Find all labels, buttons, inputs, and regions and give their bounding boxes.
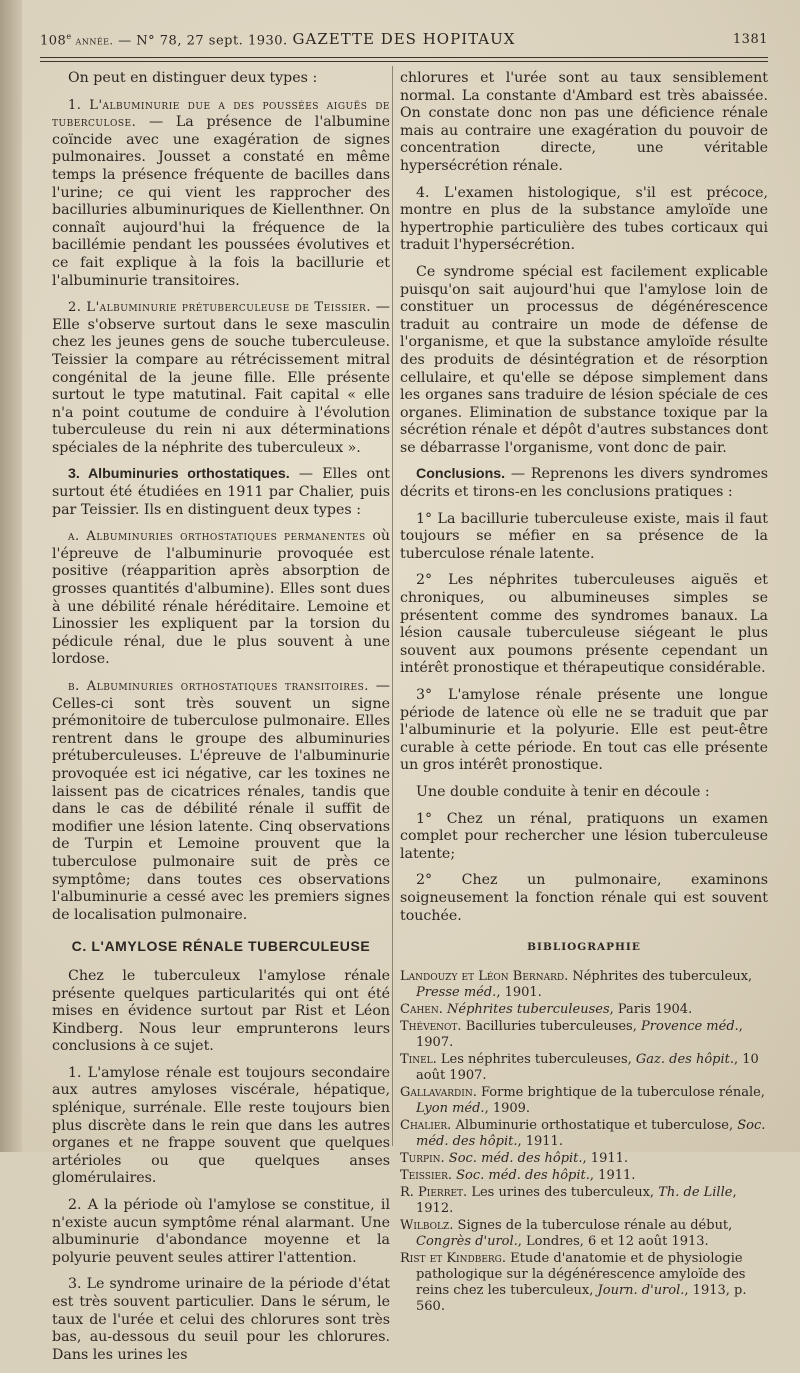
- page-number: 1381: [732, 32, 768, 47]
- bibliography-list: [400, 969, 768, 1315]
- conclusions-heading: Conclusions.: [416, 466, 506, 483]
- paragraph: On peut en distinguer deux types :: [68, 70, 318, 86]
- section-heading: a. Albuminuries orthostatiques permanentes: [68, 529, 366, 545]
- section-heading: 1. L'albuminurie due a des poussées aiguës de tuberculose.: [52, 97, 390, 131]
- paragraph: a. Albuminuries orthostatiques permanentes où l'épreuve de l'albuminurie provoquée est positive (réapparition après absorption de grosses quantités d'albumine). Elles sont dues à une débilité rénale héréditaire. Lemoine et Linossier les expliquent par la torsion du pédicule rénal, due le plus souvent à une lordose.: [52, 528, 390, 668]
- conduct-item: 2° Chez un pulmonaire, examinons soigneusement la fonction rénale qui est souvent touchée.: [400, 872, 768, 924]
- paragraph: Conclusions. — Reprenons les divers syndromes décrits et tirons-en les conclusions pratiques :: [400, 466, 768, 501]
- conduct-item: 1° Chez un rénal, pratiquons un examen complet pour rechercher une lésion tuberculeuse latente;: [400, 810, 768, 862]
- subheading: C. L'AMYLOSE RÉNALE TUBERCULEUSE: [71, 938, 371, 955]
- paragraph: 1. L'amylose rénale est toujours secondaire aux autres amyloses viscérale, hépatique, splénique, surrénale. Elle reste toujours bien plus discrète dans le rein que dans les autres organes et ne frappe souvent que quelques artérioles ou que quelques anses glomérulaires.: [52, 1064, 390, 1187]
- section-heading: 3. Albuminuries orthostatiques.: [68, 466, 290, 483]
- left-column: [52, 70, 390, 1373]
- paragraph: Ce syndrome spécial est facilement explicable puisqu'on sait aujourd'hui que l'amylose loin de constituer un processus de dégénérescence traduit au contraire un mode de défense de l'organisme, et que la substance amyloïde résulte des produits de désintégration et de résorption cellulaire, et qu'elle se dépose simplement dans les organes sans traduire de lésion spéciale de ces organes. Elimination de substance toxique par la sécrétion rénale et dépôt d'autres substances dont se débarrasse l'organisme, vont donc de pair.: [400, 263, 768, 456]
- bibliography-entry: Gallavardin. Forme brightique de la tuberculose rénale, Lyon méd., 1909.: [400, 1084, 765, 1116]
- paragraph: 3. Le syndrome urinaire de la période d'état est très souvent particulier. Dans le sérum, le taux de l'urée et celui des chlorures sont très bas, au-dessous du seuil pour les chlorures. Dans les urines les: [52, 1276, 390, 1363]
- section-heading: b. Albuminuries orthostatiques transitoires.: [68, 679, 369, 694]
- header-rule-thin: [40, 61, 768, 62]
- conclusion-item: 2° Les néphrites tuberculeuses aiguës et chroniques, ou albumineuses simples se présentent comme des syndromes banaux. La lésion causale tuberculeuse siégeant le plus souvent aux poumons présente cependant un intérêt pronostique et thérapeutique considérable.: [400, 572, 768, 677]
- edition-number: 108: [40, 33, 67, 49]
- journal-title: GAZETTE DES HOPITAUX: [292, 30, 516, 48]
- paragraph: 2. L'albuminurie prétuberculeuse de Teissier. — Elle s'observe surtout dans le sexe masculin chez les jeunes gens de souche tuberculeuse. Teissier la compare au rétrécissement mitral congénital de la jeune fille. Elle présente surtout le type matutinal. Fait capital « elle n'a point coutume de conduire à l'évolution tuberculeuse du rein ni aux déterminations spéciales de la néphrite des tuberculeux ».: [52, 299, 390, 456]
- bibliography-entry: Cahen. Néphrites tuberculeuses, Paris 1904.: [400, 1001, 693, 1017]
- paragraph: 3. Albuminuries orthostatiques. — Elles ont surtout été étudiées en 1911 par Chalier, puis par Teissier. Ils en distinguent deux types :: [52, 466, 390, 518]
- bibliography-entry: Turpin. Soc. méd. des hôpit., 1911.: [400, 1150, 629, 1166]
- header-rule: [40, 57, 768, 58]
- bibliography-entry: Teissier. Soc. méd. des hôpit., 1911.: [400, 1167, 636, 1183]
- paragraph: b. Albuminuries orthostatiques transitoires. — Celles-ci sont très souvent un signe prémonitoire de tuberculose pulmonaire. Elles rentrent dans le groupe des albuminuries prétuberculeuses. L'épreuve de l'albuminurie provoquée est ici négative, car les toxines ne laissent pas de cicatrices rénales, tandis que dans le cas de débilité rénale il suffit de modifier une lésion latente. Cinq observations de Turpin et Lemoine prouvent que la tuberculose pulmonaire suit de près ce symptôme; dans toutes ces observations l'albuminurie a cessé avec les premiers signes de localisation pulmonaire.: [52, 678, 390, 923]
- bibliography-entry: Wilbolz. Signes de la tuberculose rénale au début, Congrès d'urol., Londres, 6 et 12 août 1913.: [400, 1217, 733, 1249]
- bibliography-entry: Thévenot. Bacilluries tuberculeuses, Provence méd., 1907.: [400, 1018, 743, 1050]
- column-divider: [392, 66, 393, 1146]
- bibliography-title: BIBLIOGRAPHIE: [527, 941, 641, 954]
- paragraph: Une double conduite à tenir en découle :: [416, 783, 710, 800]
- running-header: [40, 30, 768, 54]
- bibliography-entry: R. Pierret. Les urines des tuberculeux, Th. de Lille, 1912.: [400, 1184, 737, 1216]
- section-heading: 2. L'albuminurie prétuberculeuse de Teissier.: [68, 300, 371, 316]
- right-column: [400, 70, 768, 1316]
- bibliography-entry: Chalier. Albuminurie orthostatique et tuberculose, Soc. méd. des hôpit., 1911.: [400, 1117, 766, 1149]
- binding-shadow: [0, 0, 22, 1152]
- bibliography-entry: Rist et Kindberg. Etude d'anatomie et de physiologie pathologique sur la dégénérescence amyloïde des reins chez les tuberculeux, Journ. d'urol., 1913, p. 560.: [400, 1250, 747, 1314]
- bibliography-entry: Landouzy et Léon Bernard. Néphrites des tuberculeux, Presse méd., 1901.: [400, 968, 753, 1000]
- paragraph: 1. L'albuminurie due a des poussées aiguës de tuberculose. — La présence de l'albumine coïncide avec une exagération de signes pulmonaires. Jousset a constaté en même temps la présence fréquente de bacilles dans l'urine; ce qui vient les rapprocher des bacilluries albuminuriques de Kiellenthner. On connaît aujourd'hui la fréquence de la bacillémie pendant les poussées évolutives et ce fait explique à la fois la bacillurie et l'albuminurie transitoires.: [52, 97, 390, 289]
- bibliography-entry: Tinel. Les néphrites tuberculeuses, Gaz. des hôpit., 10 août 1907.: [400, 1051, 759, 1083]
- issue-date: — N° 78, 27 sept. 1930.: [113, 33, 288, 49]
- paragraph: chlorures et l'urée sont au taux sensiblement normal. La constante d'Ambard est très abaissée. On constate donc non pas une déficience rénale mais au contraire une exagération du pouvoir de concentration directe, une véritable hypersécrétion rénale.: [400, 70, 768, 174]
- paragraph: 4. L'examen histologique, s'il est précoce, montre en plus de la substance amyloïde une hypertrophie particulière des tubes corticaux qui traduit l'hypersécrétion.: [400, 184, 768, 254]
- edition-word: année.: [71, 34, 114, 48]
- paragraph: Chez le tuberculeux l'amylose rénale présente quelques particularités qui ont été mises en évidence surtout par Rist et Léon Kindberg. Nous leur emprunterons leurs conclusions à ce sujet.: [52, 967, 390, 1055]
- conclusion-item: 1° La bacillurie tuberculeuse existe, mais il faut toujours se méfier en sa présence de la tuberculose rénale latente.: [400, 510, 768, 562]
- edition-suffix: e: [66, 32, 72, 41]
- paragraph: 2. A la période où l'amylose se constitue, il n'existe aucun symptôme rénal alarmant. Une albuminurie d'abondance moyenne et la polyurie peuvent seules attirer l'attention.: [52, 1197, 390, 1266]
- conclusion-item: 3° L'amylose rénale présente une longue période de latence où elle ne se traduit que par l'albuminurie et la polyurie. Elle est peut-être curable à cette période. En tout cas elle présente un gros intérêt pronostique.: [400, 687, 768, 774]
